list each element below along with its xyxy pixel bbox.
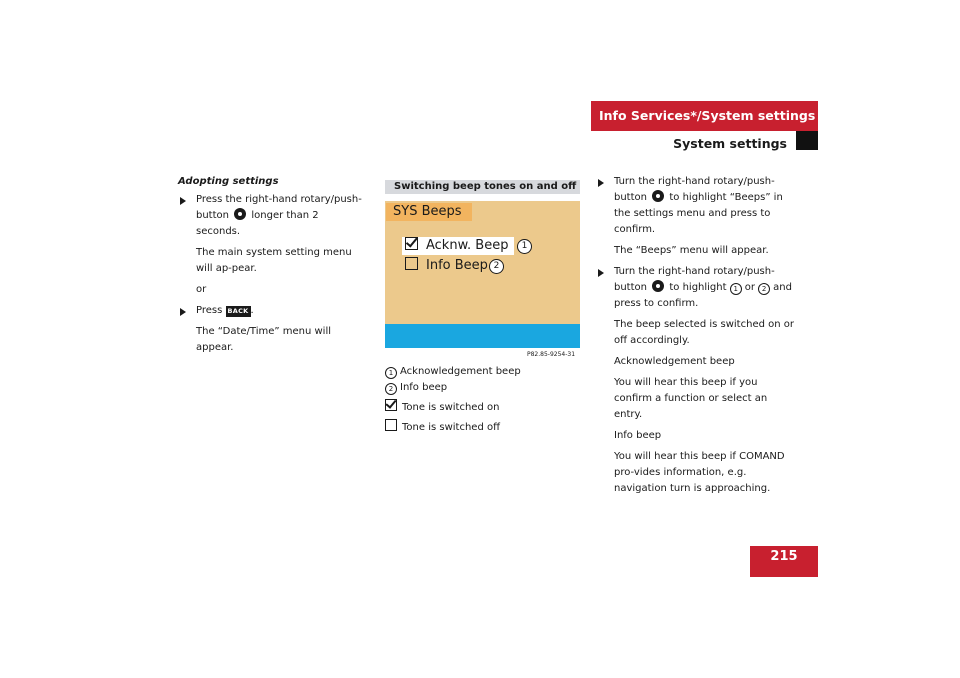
legend-text: Tone is switched on xyxy=(402,402,500,413)
number-circle: 1 xyxy=(385,367,397,379)
figure-caption: Switching beep tones on and off xyxy=(385,180,580,194)
number-circle: 2 xyxy=(385,383,397,395)
menu-item-info-beep xyxy=(405,257,488,275)
legend-item xyxy=(385,419,585,436)
rotary-button-icon xyxy=(234,208,246,220)
rotary-button-icon xyxy=(652,190,664,202)
figure-code: P82.85-9254-31 xyxy=(527,351,576,358)
step-press-rotary xyxy=(178,192,363,240)
chapter-title: Info Services*/System settings xyxy=(591,101,818,131)
step-result: The “Date/Time” menu will appear. xyxy=(196,326,332,353)
callout-1: 1 xyxy=(517,239,532,254)
subheading-info-beep: Info beep xyxy=(614,430,662,441)
step-text: Press xyxy=(196,305,223,316)
page-number: 215 xyxy=(750,546,818,577)
checkbox-checked-icon xyxy=(385,399,397,411)
legend-item xyxy=(385,399,585,416)
step-text: to highlight “Beeps” in the settings menu and press to confirm. xyxy=(614,192,783,235)
or-text: or xyxy=(196,284,207,295)
step-text: . xyxy=(250,305,254,316)
checkbox-empty-icon xyxy=(405,257,418,270)
step-press-back xyxy=(178,303,363,319)
column-left xyxy=(178,174,363,356)
legend-item xyxy=(385,364,585,380)
step-text: or xyxy=(744,282,755,293)
legend-item xyxy=(385,380,585,396)
step-text: Press the right-hand rotary/push-button xyxy=(196,194,362,221)
step-result: The main system setting menu will ap-pear. xyxy=(196,247,352,274)
menu-item-acknw-beep xyxy=(402,237,514,255)
step-text: Turn the right-hand rotary/push-button xyxy=(614,266,775,293)
rotary-button-icon xyxy=(652,280,664,292)
column-right xyxy=(596,174,796,497)
figure-legend xyxy=(385,364,585,436)
legend-text: Acknowledgement beep xyxy=(400,366,521,377)
section-heading: Adopting settings xyxy=(178,176,279,187)
header-marker xyxy=(796,131,818,150)
step-text: longer than 2 seconds. xyxy=(196,210,319,237)
step-text: and press to confirm. xyxy=(614,282,792,309)
step-highlight-beeps xyxy=(596,174,796,238)
menu-item-label: Info Beep xyxy=(426,258,488,273)
step-text: Turn the right-hand rotary/push-button xyxy=(614,176,775,203)
step-result: The “Beeps” menu will appear. xyxy=(614,245,769,256)
checkbox-checked-icon xyxy=(405,237,418,250)
step-text: to highlight xyxy=(669,282,727,293)
step-result: The beep selected is switched on or off accordingly. xyxy=(614,319,794,346)
number-circle: 1 xyxy=(730,283,742,295)
back-key-icon: BACK xyxy=(227,307,249,315)
legend-text: Info beep xyxy=(400,382,448,393)
checkbox-empty-icon xyxy=(385,419,397,431)
screen-title: SYS Beeps xyxy=(386,203,472,221)
section-title: System settings xyxy=(673,136,787,151)
legend-text: Tone is switched off xyxy=(402,422,500,433)
menu-item-label: Acknw. Beep xyxy=(426,238,509,253)
description-ack-beep: You will hear this beep if you confirm a function or select an entry. xyxy=(614,377,768,420)
subheading-ack-beep: Acknowledgement beep xyxy=(614,356,735,367)
callout-2: 2 xyxy=(489,259,504,274)
step-select-beep xyxy=(596,264,796,312)
number-circle: 2 xyxy=(758,283,770,295)
description-info-beep: You will hear this beep if COMAND pro-vides information, e.g. navigation turn is approaching. xyxy=(614,451,785,494)
screen-status-bar xyxy=(385,324,580,348)
